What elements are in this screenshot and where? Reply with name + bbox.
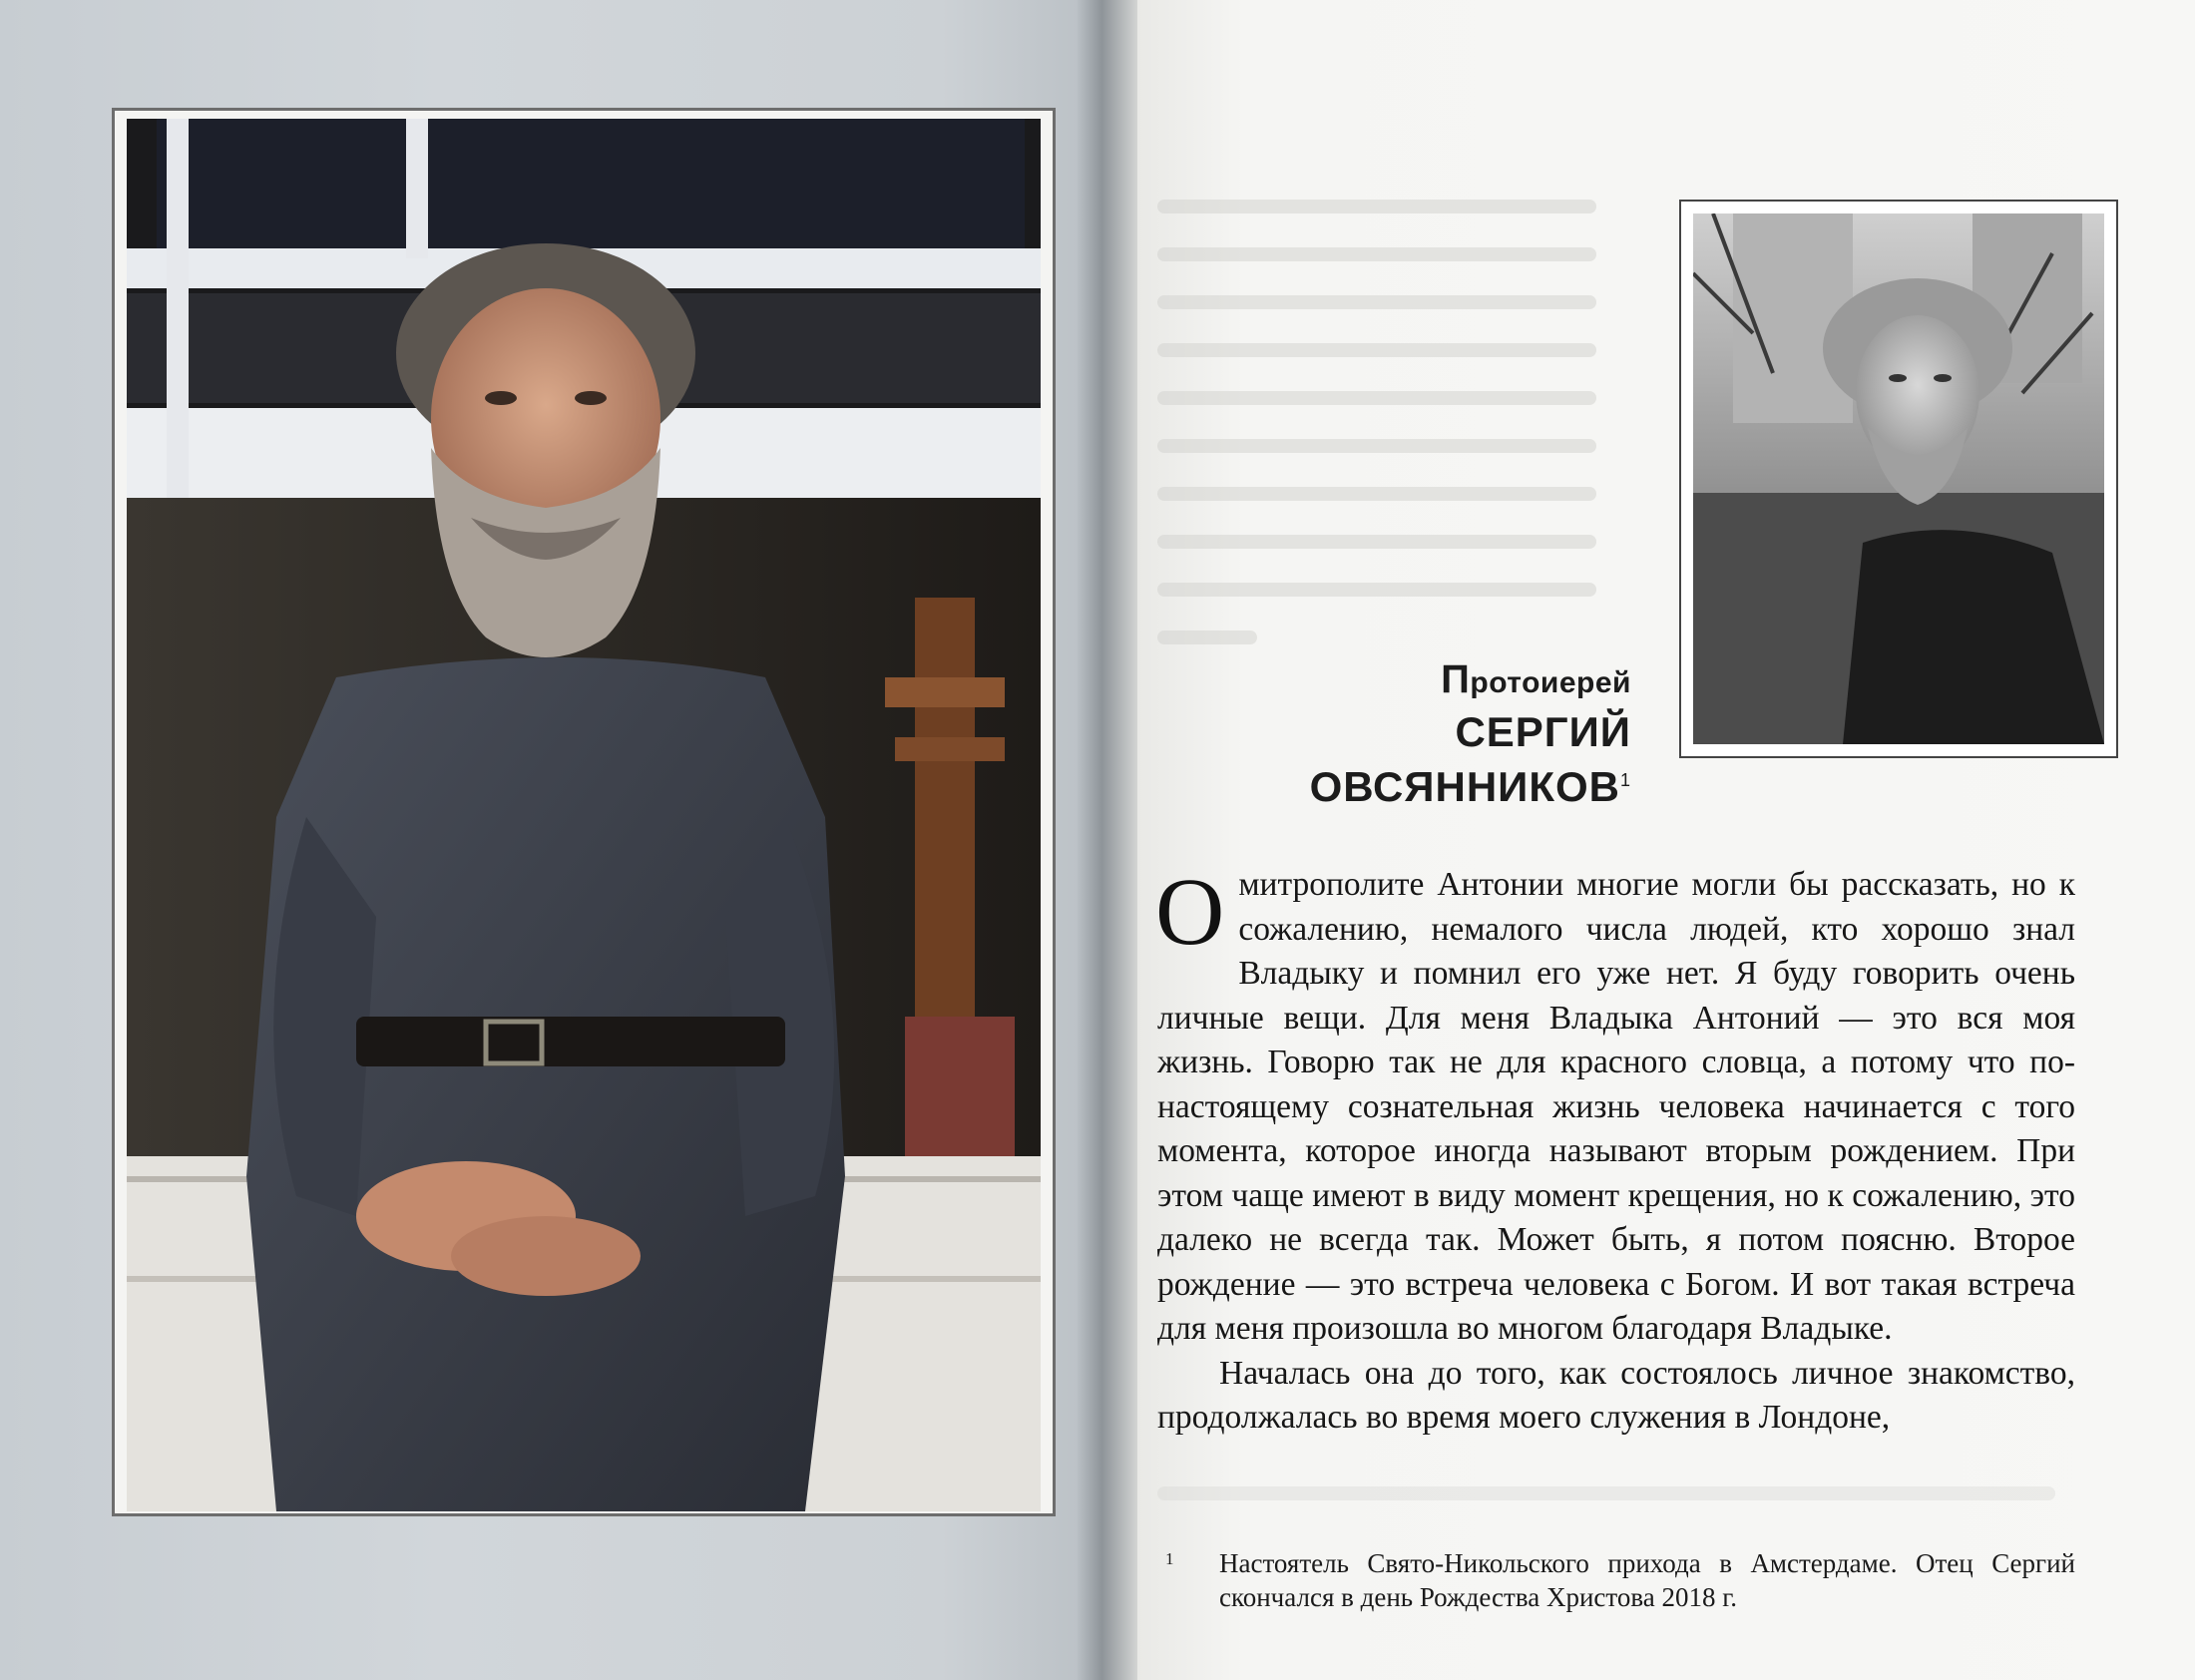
show-through-line	[1157, 391, 1596, 405]
heading-first-name: СЕРГИЙ	[1455, 708, 1631, 755]
show-through-line	[1157, 583, 1596, 597]
heading-last-name: ОВСЯННИКОВ	[1309, 762, 1620, 810]
chapter-heading	[1257, 653, 1631, 814]
show-through-line	[1157, 200, 1596, 213]
photo-sergiy-ovsyannikov	[1679, 200, 2118, 758]
footnote-text: Настоятель Свято-Никольского прихода в Амстердаме. Отец Сергий скончался в день Рождества Христова 2018 г.	[1219, 1548, 2075, 1612]
paragraph-2: Началась она до того, как состоялось личное знакомство, продолжалась во время моего служения в Лондоне,	[1157, 1354, 2075, 1436]
body-text	[1155, 858, 2075, 1441]
heading-rank-initial: П	[1441, 657, 1471, 701]
paragraph-1-text: митрополите Антонии многие могли бы рассказать, но к сожалению, немалого числа людей, кто хорошо знал Владыку и помнил его уже нет. Я буду говорить очень личные вещи. Для меня Владыка Антоний — это вся моя жизнь. Говорю так не для красного словца, а потому что по-настоящему сознательная жизнь человека начинается с того момента, которое иногда называют вторым рождением. При этом чаще имеют в виду момент крещения, но к сожалению, это далеко не всегда так. Может быть, я потом поясню. Второе рождение — это встреча человека с Богом. И вот такая встреча для меня произошла во многом благодаря Владыке.	[1157, 866, 2075, 1347]
heading-rank: ротоиерей	[1470, 666, 1631, 699]
footnote-number: 1	[1165, 1549, 1174, 1568]
show-through-line	[1157, 487, 1596, 501]
drop-cap: О	[1155, 858, 1225, 965]
show-through-line	[1157, 535, 1596, 549]
show-through-line	[1157, 295, 1596, 309]
footnote-reference[interactable]: 1	[1619, 769, 1631, 790]
show-through-line	[1157, 630, 1257, 644]
paragraph-1	[1155, 858, 2075, 1352]
show-through-line	[1157, 439, 1596, 453]
photo-image	[127, 119, 1041, 1511]
footnote	[1165, 1546, 2075, 1614]
portrait-image	[1693, 213, 2104, 744]
show-through-line	[1157, 343, 1596, 357]
show-through-line	[1157, 247, 1596, 261]
show-through-line	[1157, 1486, 2055, 1500]
photo-metropolitan-anthony	[112, 108, 1056, 1516]
